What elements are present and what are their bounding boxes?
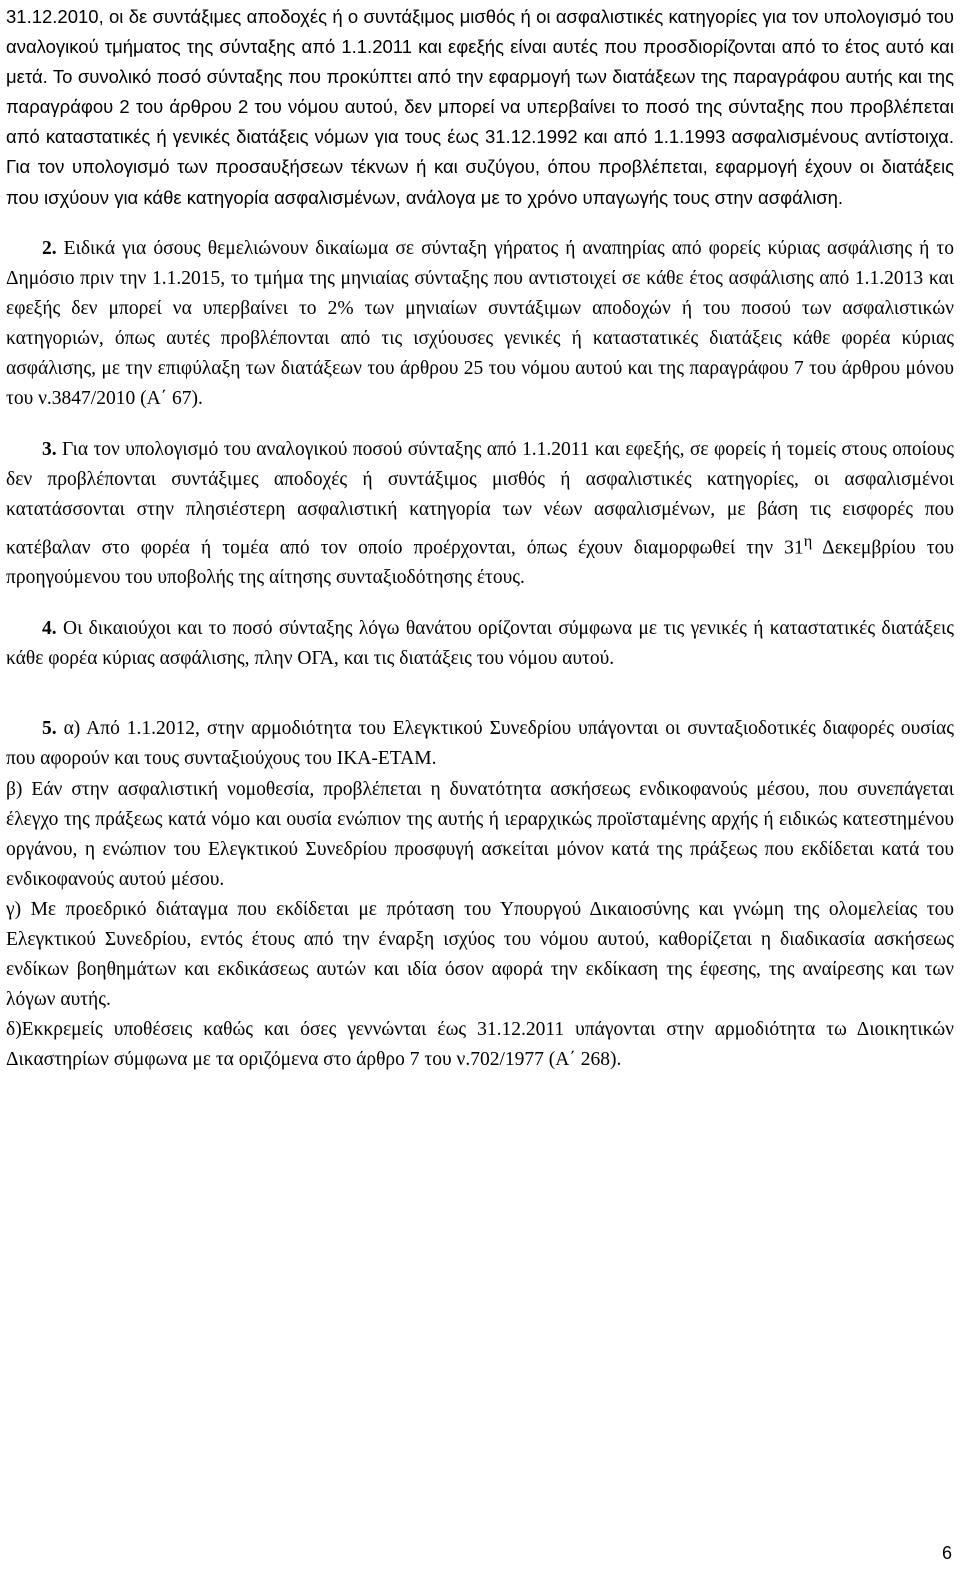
paragraph-5c: γ) Με προεδρικό διάταγμα που εκδίδεται με πρόταση του Υπουργού Δικαιοσύνης και γνώμη της ολομελείας του Ελεγκτικού Συνεδρίου, εντός έτους από την έναρξη ισχύος του νόμου αυτού, καθορίζεται η διαδικασία ασκήσεως ενδίκων βοηθημάτων και εκδικάσεως αυτών και ιδία όσον αφορά την εκδίκαση της έφεσης, της αναίρεσης και των λόγων αυτής.: [6, 898, 954, 1011]
paragraph-2: [6, 234, 954, 415]
paragraph-1: 31.12.2010, οι δε συντάξιμες αποδοχές ή ο συντάξιμος μισθός ή οι ασφαλιστικές κατηγορίες για τον υπολογισμό του αναλογικού τμήματος της σύνταξης από 1.1.2011 και εφεξής είναι αυτές που προσδιορίζονται από το έτος αυτό και μετά. Το συνολικό ποσό σύνταξης που προκύπτει από την εφαρμογή των διατάξεων της παραγράφου αυτής και της παραγράφου 2 του άρθρου 2 του νόμου αυτού, δεν μπορεί να υπερβαίνει το ποσό της σύνταξης που προβλέπεται από καταστατικές ή γενικές διατάξεις νόμων για τους έως 31.12.1992 και από 1.1.1993 ασφαλισμένους αντίστοιχα. Για τον υπολογισμό των προσαυξήσεων τέκνων ή και συζύγου, όπου προβλέπεται, εφαρμογή έχουν οι διατάξεις που ισχύουν για κάθε κατηγορία ασφαλισμένων, ανάλογα με το χρόνο υπαγωγής τους στην ασφάλιση.: [6, 6, 954, 208]
paragraph-3-text-a: Για τον υπολογισμό του αναλογικού ποσού σύνταξης από 1.1.2011 και εφεξής, σε φορείς ή τομείς στους οποίους δεν προβλέπονται συντάξιμες αποδοχές ή συντάξιμος μισθός ή ασφαλιστικές κατηγορίες, οι ασφαλισμένοι κατατάσσονται στην πλησιέστερη ασφαλιστική κατηγορία των νέων ασφαλισμένων, με βάση τις εισφορές που κατέβαλαν στο φορέα ή τομέα από τον οποίο προέρχονται, όπως έχουν διαμορφωθεί την 31: [6, 439, 954, 558]
paragraph-2-number: 2.: [42, 237, 57, 259]
paragraph-3: [6, 435, 954, 593]
paragraph-5b: β) Εάν στην ασφαλιστική νομοθεσία, προβλέπεται η δυνατότητα ασκήσεως ενδικοφανούς μέσου, που συνεπάγεται έλεγχο της πράξεως κατά νόμο και ουσία ενώπιον της αυτής ή ιεραρχικώς προϊσταμένης αρχής ή ειδικώς κατεστημένου οργάνου, η ενώπιον του Ελεγκτικού Συνεδρίου προσφυγή ασκείται μόνον κατά της πράξεως που εκδίδεται κατά του ενδικοφανούς αυτού μέσου.: [6, 778, 954, 890]
paragraph-3-text-b: Δεκεμβρίου του προηγούμενου του υποβολής της αίτησης συνταξιοδότησης έτους.: [6, 537, 954, 589]
paragraph-5-text: α) Από 1.1.2012, στην αρμοδιότητα του Ελεγκτικού Συνεδρίου υπάγονται οι συνταξιοδοτικές διαφορές ουσίας που αφορούν και τους συνταξιούχους του ΙΚΑ-ΕΤΑΜ.: [6, 718, 954, 770]
page-number: 6: [941, 1543, 952, 1563]
paragraph-5d: δ)Εκκρεμείς υποθέσεις καθώς και όσες γεννώνται έως 31.12.2011 υπάγονται στην αρμοδιότητα τω Διοικητικών Δικαστηρίων σύμφωνα με τα οριζόμενα στο άρθρο 7 του ν.702/1977 (Α΄ 268).: [6, 1019, 954, 1071]
paragraph-3-number: 3.: [42, 439, 57, 461]
paragraph-2-text: Ειδικά για όσους θεμελιώνουν δικαίωμα σε σύνταξη γήρατος ή αναπηρίας από φορείς κύριας ασφάλισης ή το Δημόσιο πριν την 1.1.2015, το τμήμα της μηνιαίας σύνταξης που αντιστοιχεί σε κάθε έτος ασφάλισης από 1.1.2013 και εφεξής δεν μπορεί να υπερβαίνει το 2% των μηνιαίων συντάξιμων αποδοχών ή του ποσού των ασφαλιστικών κατηγοριών, όπως αυτές προβλέπονται από τις ισχύουσες γενικές ή καταστατικές διατάξεις κάθε φορέα κύριας ασφάλισης, με την επιφύλαξη των διατάξεων του άρθρου 25 του νόμου αυτού και της παραγράφου 7 του άρθρου μόνου του ν.3847/2010 (Α΄ 67).: [6, 237, 954, 410]
paragraph-4: [6, 614, 954, 674]
paragraph-4-number: 4.: [42, 618, 57, 640]
paragraph-5: [6, 714, 954, 774]
paragraph-3-superscript: η: [803, 531, 813, 550]
paragraph-4-text: Οι δικαιούχοι και το ποσό σύνταξης λόγω θανάτου ορίζονται σύμφωνα με τις γενικές ή καταστατικές διατάξεις κάθε φορέα κύριας ασφάλισης, πλην ΟΓΑ, και τις διατάξεις του νόμου αυτού.: [6, 618, 954, 670]
document-page: [6, 2, 954, 1076]
paragraph-5-number: 5.: [42, 718, 57, 740]
